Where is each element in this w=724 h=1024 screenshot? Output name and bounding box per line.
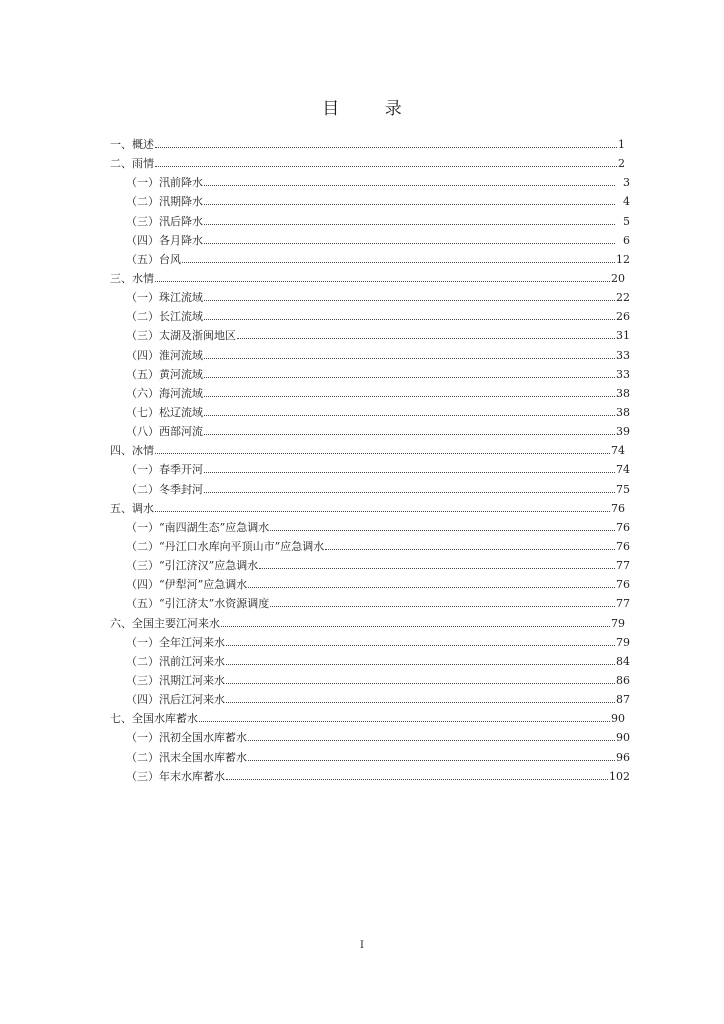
toc-leader-dots bbox=[226, 767, 608, 780]
toc-entry-label: （六）海河流域 bbox=[126, 386, 203, 400]
toc-leader-dots bbox=[248, 575, 615, 588]
toc-leader-dots bbox=[259, 556, 615, 569]
toc-leader-dots bbox=[204, 422, 615, 435]
toc-entry-page-number: 96 bbox=[616, 750, 630, 764]
toc-section-entry[interactable] bbox=[110, 480, 630, 499]
toc-entry-label: 一、概述 bbox=[110, 138, 154, 151]
toc-chapter-entry[interactable] bbox=[110, 709, 630, 728]
toc-entry-label: （一）“南四湖生态”应急调水 bbox=[126, 520, 270, 534]
toc-entry-page-number: 6 bbox=[623, 233, 630, 247]
toc-section-entry[interactable] bbox=[110, 403, 630, 422]
toc-entry-label: （二）“丹江口水库向平顶山市”应急调水 bbox=[126, 539, 325, 553]
toc-entry-page-number: 20 bbox=[611, 271, 625, 285]
toc-entry-label: 二、雨情 bbox=[110, 157, 154, 171]
toc-entry-label: （三）汛期江河来水 bbox=[126, 673, 225, 687]
toc-entry-page-number: 77 bbox=[616, 597, 630, 611]
toc-entry-label: （四）汛后江河来水 bbox=[126, 693, 225, 707]
toc-entry-page-number: 75 bbox=[616, 482, 630, 496]
toc-entry-label: （一）汛前降水 bbox=[126, 176, 203, 190]
toc-leader-dots bbox=[155, 135, 617, 148]
toc-section-entry[interactable] bbox=[110, 288, 630, 307]
toc-entry-page-number: 84 bbox=[616, 654, 630, 668]
toc-entry-label: （五）台风 bbox=[126, 252, 181, 266]
toc-entry-page-number: 12 bbox=[616, 252, 630, 266]
toc-entry-label: （八）西部河流 bbox=[126, 425, 203, 439]
toc-section-entry[interactable] bbox=[110, 537, 630, 556]
toc-entry-label: （二）汛前江河来水 bbox=[126, 654, 225, 668]
toc-leader-dots bbox=[204, 192, 615, 205]
toc-entry-page-number: 5 bbox=[623, 214, 630, 228]
toc-leader-dots bbox=[204, 480, 615, 493]
toc-chapter-entry[interactable] bbox=[110, 499, 630, 518]
toc-entry-page-number: 76 bbox=[616, 539, 630, 553]
toc-section-entry[interactable] bbox=[110, 307, 630, 326]
toc-section-entry[interactable] bbox=[110, 326, 630, 345]
toc-leader-dots bbox=[204, 403, 615, 416]
toc-leader-dots bbox=[204, 307, 615, 320]
toc-section-entry[interactable] bbox=[110, 384, 630, 403]
toc-section-entry[interactable] bbox=[110, 192, 630, 211]
toc-entry-page-number: 33 bbox=[616, 348, 630, 362]
toc-entry-page-number: 86 bbox=[616, 673, 630, 687]
toc-chapter-entry[interactable] bbox=[110, 441, 630, 460]
toc-entry-label: （三）太湖及浙闽地区 bbox=[126, 329, 236, 343]
toc-entry-label: （三）年末水库蓄水 bbox=[126, 769, 225, 783]
toc-leader-dots bbox=[204, 173, 615, 186]
toc-entry-page-number: 33 bbox=[616, 367, 630, 381]
toc-entry-page-number: 2 bbox=[618, 157, 625, 171]
toc-leader-dots bbox=[237, 326, 615, 339]
toc-entry-label: 三、水情 bbox=[110, 271, 154, 285]
toc-chapter-entry[interactable] bbox=[110, 135, 630, 154]
toc-leader-dots bbox=[248, 748, 615, 761]
toc-leader-dots bbox=[204, 384, 615, 397]
toc-leader-dots bbox=[155, 269, 610, 282]
toc-section-entry[interactable] bbox=[110, 556, 630, 575]
table-of-contents bbox=[110, 135, 630, 786]
toc-chapter-entry[interactable] bbox=[110, 614, 630, 633]
toc-entry-page-number: 4 bbox=[623, 195, 630, 209]
toc-entry-page-number: 76 bbox=[616, 520, 630, 534]
toc-entry-label: （五）黄河流域 bbox=[126, 367, 203, 381]
toc-entry-page-number: 90 bbox=[611, 712, 625, 726]
toc-leader-dots bbox=[199, 709, 610, 722]
toc-entry-page-number: 76 bbox=[616, 578, 630, 592]
toc-section-entry[interactable] bbox=[110, 671, 630, 690]
toc-entry-page-number: 74 bbox=[616, 463, 630, 477]
toc-leader-dots bbox=[226, 690, 615, 703]
toc-section-entry[interactable] bbox=[110, 728, 630, 747]
toc-entry-label: （一）汛初全国水库蓄水 bbox=[126, 731, 247, 745]
toc-entry-label: （四）各月降水 bbox=[126, 233, 203, 247]
toc-leader-dots bbox=[226, 633, 615, 646]
toc-entry-page-number: 22 bbox=[616, 291, 630, 305]
toc-leader-dots bbox=[248, 728, 615, 741]
toc-entry-page-number: 87 bbox=[616, 693, 630, 707]
toc-section-entry[interactable] bbox=[110, 422, 630, 441]
toc-entry-label: （七）松辽流域 bbox=[126, 405, 203, 419]
toc-section-entry[interactable] bbox=[110, 767, 630, 786]
toc-section-entry[interactable] bbox=[110, 690, 630, 709]
toc-leader-dots bbox=[270, 594, 615, 607]
toc-leader-dots bbox=[270, 518, 615, 531]
page-title: 目 录 bbox=[322, 99, 422, 119]
toc-entry-label: （一）春季开河 bbox=[126, 463, 203, 477]
toc-leader-dots bbox=[226, 671, 615, 684]
toc-entry-label: 六、全国主要江河来水 bbox=[110, 616, 220, 630]
toc-entry-label: （一）全年江河来水 bbox=[126, 635, 225, 649]
toc-section-entry[interactable] bbox=[110, 652, 630, 671]
toc-entry-page-number: 38 bbox=[616, 405, 630, 419]
toc-leader-dots bbox=[221, 614, 610, 627]
toc-entry-page-number: 26 bbox=[616, 310, 630, 324]
toc-entry-label: （二）长江流域 bbox=[126, 310, 203, 324]
toc-entry-page-number: 90 bbox=[616, 731, 630, 745]
toc-entry-page-number: 102 bbox=[609, 769, 630, 783]
toc-entry-page-number: 79 bbox=[611, 616, 625, 630]
toc-entry-label: 七、全国水库蓄水 bbox=[110, 712, 198, 726]
toc-entry-page-number: 38 bbox=[616, 386, 630, 400]
toc-entry-page-number: 76 bbox=[611, 501, 625, 515]
toc-leader-dots bbox=[204, 346, 615, 359]
toc-chapter-entry[interactable] bbox=[110, 154, 630, 173]
toc-entry-page-number: 77 bbox=[616, 559, 630, 573]
toc-entry-label: 四、冰情 bbox=[110, 444, 154, 458]
toc-leader-dots bbox=[204, 365, 615, 378]
toc-leader-dots bbox=[182, 250, 615, 263]
toc-entry-page-number: 74 bbox=[611, 444, 625, 458]
toc-leader-dots bbox=[155, 154, 617, 167]
toc-entry-label: （二）汛期降水 bbox=[126, 195, 203, 209]
toc-entry-page-number: 31 bbox=[616, 329, 630, 343]
toc-entry-label: （二）冬季封河 bbox=[126, 482, 203, 496]
toc-chapter-entry[interactable] bbox=[110, 269, 630, 288]
toc-entry-label: （三）“引江济汉”应急调水 bbox=[126, 559, 259, 573]
toc-leader-dots bbox=[204, 460, 615, 473]
toc-entry-page-number: 3 bbox=[623, 176, 630, 190]
toc-section-entry[interactable] bbox=[110, 365, 630, 384]
toc-entry-label: 五、调水 bbox=[110, 501, 154, 515]
toc-section-entry[interactable] bbox=[110, 575, 630, 594]
toc-section-entry[interactable] bbox=[110, 518, 630, 537]
toc-section-entry[interactable] bbox=[110, 748, 630, 767]
toc-leader-dots bbox=[204, 212, 615, 225]
toc-section-entry[interactable] bbox=[110, 250, 630, 269]
toc-section-entry[interactable] bbox=[110, 460, 630, 479]
toc-section-entry[interactable] bbox=[110, 594, 630, 613]
toc-entry-page-number: 79 bbox=[616, 635, 630, 649]
toc-entry-page-number: 1 bbox=[618, 138, 625, 151]
toc-entry-label: （四）“伊犁河”应急调水 bbox=[126, 578, 248, 592]
toc-entry-label: （五）“引江济太”水资源调度 bbox=[126, 597, 270, 611]
toc-leader-dots bbox=[155, 499, 610, 512]
toc-entry-label: （三）汛后降水 bbox=[126, 214, 203, 228]
toc-leader-dots bbox=[155, 441, 610, 454]
toc-leader-dots bbox=[204, 231, 615, 244]
toc-section-entry[interactable] bbox=[110, 173, 630, 192]
toc-leader-dots bbox=[226, 652, 615, 665]
page-number: I bbox=[360, 940, 364, 951]
toc-entry-label: （二）汛末全国水库蓄水 bbox=[126, 750, 247, 764]
toc-leader-dots bbox=[325, 537, 615, 550]
toc-entry-page-number: 39 bbox=[616, 425, 630, 439]
toc-section-entry[interactable] bbox=[110, 231, 630, 250]
toc-section-entry[interactable] bbox=[110, 212, 630, 231]
toc-entry-label: （四）淮河流域 bbox=[126, 348, 203, 362]
toc-section-entry[interactable] bbox=[110, 633, 630, 652]
toc-section-entry[interactable] bbox=[110, 346, 630, 365]
toc-entry-label: （一）珠江流域 bbox=[126, 291, 203, 305]
toc-leader-dots bbox=[204, 288, 615, 301]
